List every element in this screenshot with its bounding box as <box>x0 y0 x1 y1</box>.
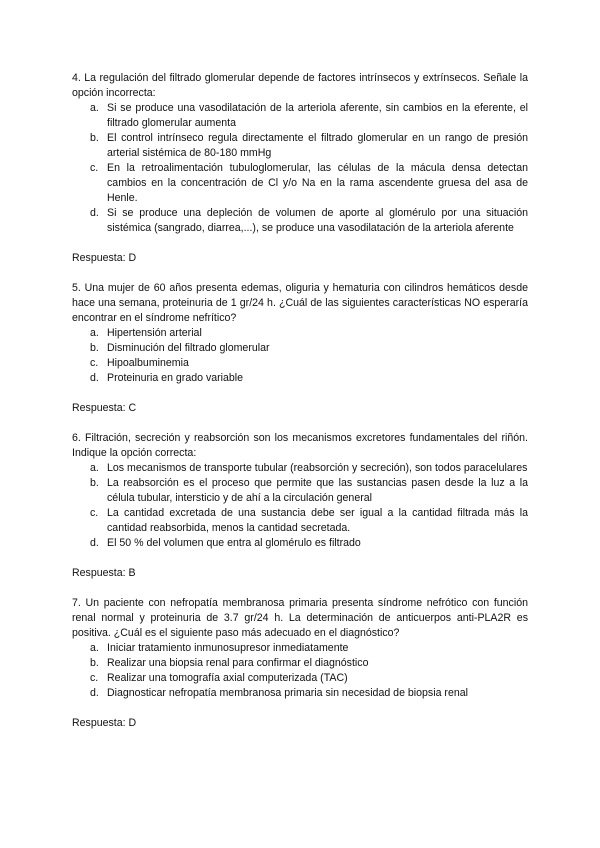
option-letter: b. <box>90 477 99 489</box>
option-letter: b. <box>90 342 99 354</box>
option-text: Iniciar tratamiento inmunosupresor inmediatamente <box>107 642 349 654</box>
option-text: Proteinuria en grado variable <box>107 372 244 384</box>
option-d <box>72 206 528 236</box>
option-letter: c. <box>90 162 99 174</box>
option-text: Disminución del filtrado glomerular <box>107 342 270 354</box>
question-6 <box>72 431 528 581</box>
option-letter: d. <box>90 372 99 384</box>
option-letter: d. <box>90 687 99 699</box>
answer-text: Respuesta: B <box>72 567 136 579</box>
option-letter: a. <box>90 642 99 654</box>
option-text: Si se produce una depleción de volumen de aporte al glomérulo por una situación sistémica (sangrado, diarrea,...), se produce una vasodilatación de la arteriola aferente <box>107 207 528 234</box>
options-list <box>72 326 528 386</box>
option-text: Hipertensión arterial <box>107 327 202 339</box>
option-a <box>72 641 528 656</box>
options-list <box>72 101 528 236</box>
option-letter: d. <box>90 537 99 549</box>
question-4 <box>72 71 528 266</box>
option-text: El control intrínseco regula directamente el filtrado glomerular en un rango de presión arterial sistémica de 80-180 mmHg <box>107 132 528 159</box>
question-stem: 6. Filtración, secreción y reabsorción son los mecanismos excretores fundamentales del riñón. Indique la opción correcta: <box>72 432 528 459</box>
option-b <box>72 476 528 506</box>
option-d <box>72 536 528 551</box>
option-text: La cantidad excretada de una sustancia debe ser igual a la cantidad filtrada más la cantidad reabsorbida, menos la cantidad secretada. <box>107 507 528 534</box>
options-list <box>72 641 528 701</box>
option-d <box>72 686 528 701</box>
option-b <box>72 341 528 356</box>
option-a <box>72 101 528 131</box>
option-c <box>72 671 528 686</box>
question-stem: 5. Una mujer de 60 años presenta edemas, oliguria y hematuria con cilindros hemáticos desde hace una semana, proteinuria de 1 gr/24 h. ¿Cuál de las siguientes características NO esperaría encontrar en el síndrome nefrítico? <box>72 282 528 324</box>
question-stem: 7. Un paciente con nefropatía membranosa primaria presenta síndrome nefrótico con función renal normal y proteinuria de 3.7 gr/24 h. La determinación de anticuerpos anti-PLA2R es positiva. ¿Cuál es el siguiente paso más adecuado en el diagnóstico? <box>72 597 528 639</box>
option-a <box>72 326 528 341</box>
option-text: Realizar una tomografía axial computerizada (TAC) <box>107 672 348 684</box>
question-stem: 4. La regulación del filtrado glomerular depende de factores intrínsecos y extrínsecos. Señale la opción incorrecta: <box>72 72 528 99</box>
option-letter: c. <box>90 672 99 684</box>
option-text: El 50 % del volumen que entra al glomérulo es filtrado <box>107 537 361 549</box>
question-7 <box>72 596 528 731</box>
option-letter: a. <box>90 102 99 114</box>
option-d <box>72 371 528 386</box>
option-text: Si se produce una vasodilatación de la arteriola aferente, sin cambios en la eferente, el filtrado glomerular aumenta <box>107 102 528 129</box>
document-page <box>72 71 528 731</box>
option-letter: c. <box>90 357 99 369</box>
options-list <box>72 461 528 551</box>
option-letter: b. <box>90 657 99 669</box>
option-text: Hipoalbuminemia <box>107 357 189 369</box>
option-text: Los mecanismos de transporte tubular (reabsorción y secreción), son todos paracelulares <box>107 462 528 474</box>
option-letter: b. <box>90 132 99 144</box>
option-letter: a. <box>90 327 99 339</box>
answer-text: Respuesta: C <box>72 402 137 414</box>
option-b <box>72 656 528 671</box>
option-letter: a. <box>90 462 99 474</box>
option-text: Realizar una biopsia renal para confirmar el diagnóstico <box>107 657 369 669</box>
option-c <box>72 356 528 371</box>
option-text: En la retroalimentación tubuloglomerular, las células de la mácula densa detectan cambios en la concentración de Cl y/o Na en la rama ascendente gruesa del asa de Henle. <box>107 162 528 204</box>
option-c <box>72 506 528 536</box>
option-c <box>72 161 528 206</box>
option-letter: c. <box>90 507 99 519</box>
answer-text: Respuesta: D <box>72 252 137 264</box>
question-5 <box>72 281 528 416</box>
option-letter: d. <box>90 207 99 219</box>
option-text: La reabsorción es el proceso que permite que las sustancias pasen desde la luz a la célula tubular, intersticio y de ahí a la circulación general <box>107 477 528 504</box>
option-text: Diagnosticar nefropatía membranosa primaria sin necesidad de biopsia renal <box>107 687 468 699</box>
answer-text: Respuesta: D <box>72 717 137 729</box>
option-a <box>72 461 528 476</box>
option-b <box>72 131 528 161</box>
